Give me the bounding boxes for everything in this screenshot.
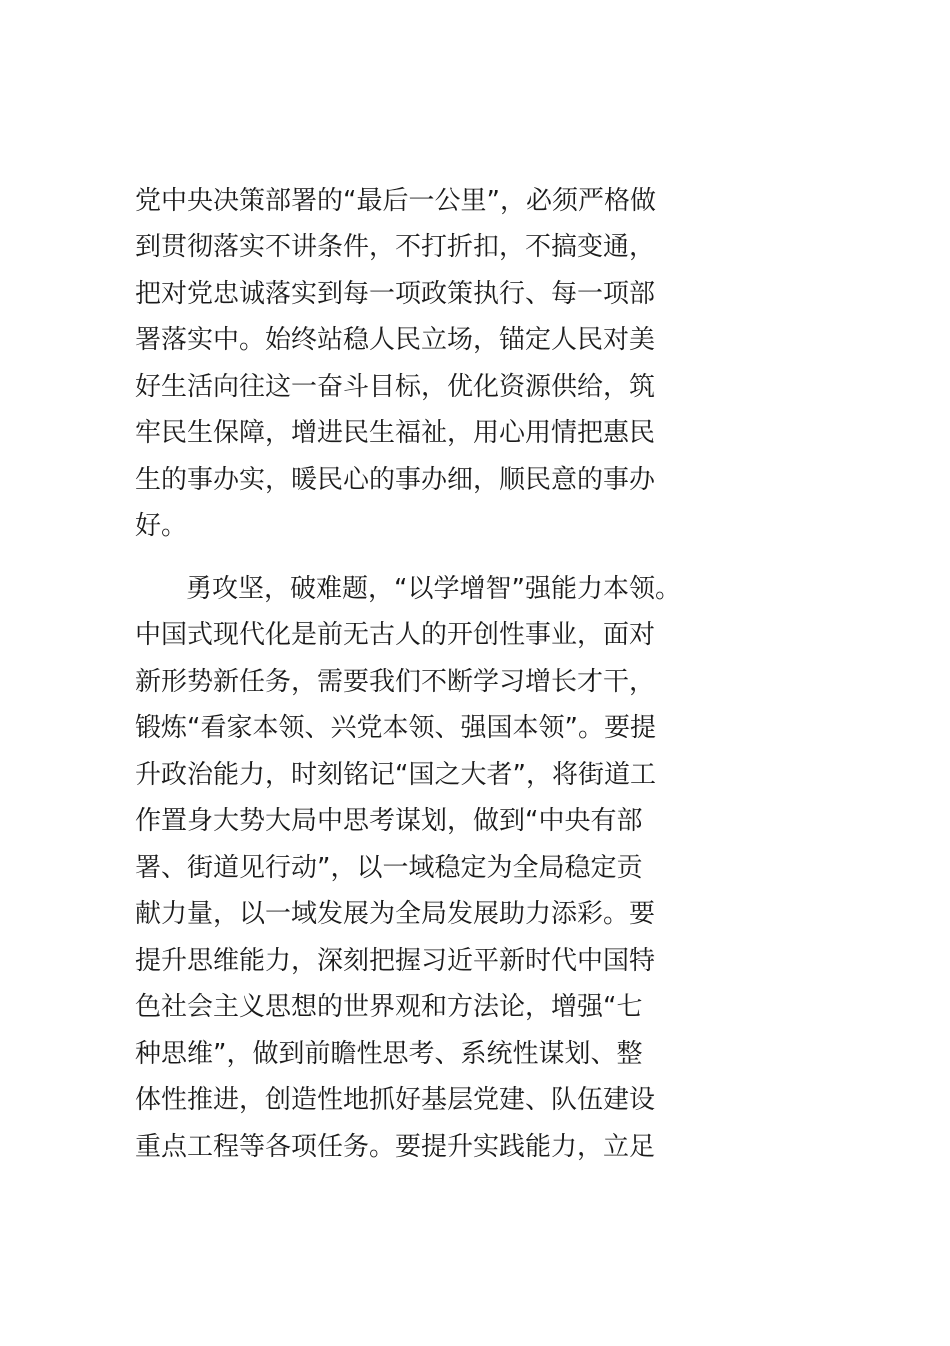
text-line: 到贯彻落实不讲条件，不打折扣，不搞变通，	[135, 232, 656, 262]
text-line: 署、街道见行动”，以一域稳定为全局稳定贡	[135, 853, 643, 883]
text-line: 生的事办实，暖民心的事办细，顺民意的事办	[135, 465, 656, 495]
text-line: 牢民生保障，增进民生福祉，用心用情把惠民	[135, 418, 656, 448]
text-line: 色社会主义思想的世界观和方法论，增强“七	[135, 992, 643, 1022]
text-line: 重点工程等各项任务。要提升实践能力，立足	[135, 1132, 656, 1162]
text-line: 提升思维能力，深刻把握习近平新时代中国特	[135, 946, 656, 976]
text-line: 献力量，以一域发展为全局发展助力添彩。要	[135, 899, 656, 929]
text-line: 好。	[135, 511, 188, 541]
text-line: 升政治能力，时刻铭记“国之大者”，将街道工	[135, 760, 656, 790]
text-line: 新形势新任务，需要我们不断学习增长才干，	[135, 667, 656, 697]
text-line: 锻炼“看家本领、兴党本领、强国本领”。要提	[135, 713, 656, 743]
text-line: 勇攻坚，破难题，“以学增智”强能力本领。	[186, 574, 681, 604]
text-line: 署落实中。始终站稳人民立场，锚定人民对美	[135, 325, 656, 355]
text-line: 种思维”，做到前瞻性思考、系统性谋划、整	[135, 1039, 643, 1069]
text-line: 作置身大势大局中思考谋划，做到“中央有部	[135, 806, 643, 836]
text-line: 体性推进，创造性地抓好基层党建、队伍建设	[135, 1085, 656, 1115]
text-line: 把对党忠诚落实到每一项政策执行、每一项部	[135, 279, 656, 309]
text-line: 好生活向往这一奋斗目标，优化资源供给，筑	[135, 372, 656, 402]
text-line: 党中央决策部署的“最后一公里”，必须严格做	[135, 186, 656, 216]
text-line: 中国式现代化是前无古人的开创性事业，面对	[135, 620, 656, 650]
